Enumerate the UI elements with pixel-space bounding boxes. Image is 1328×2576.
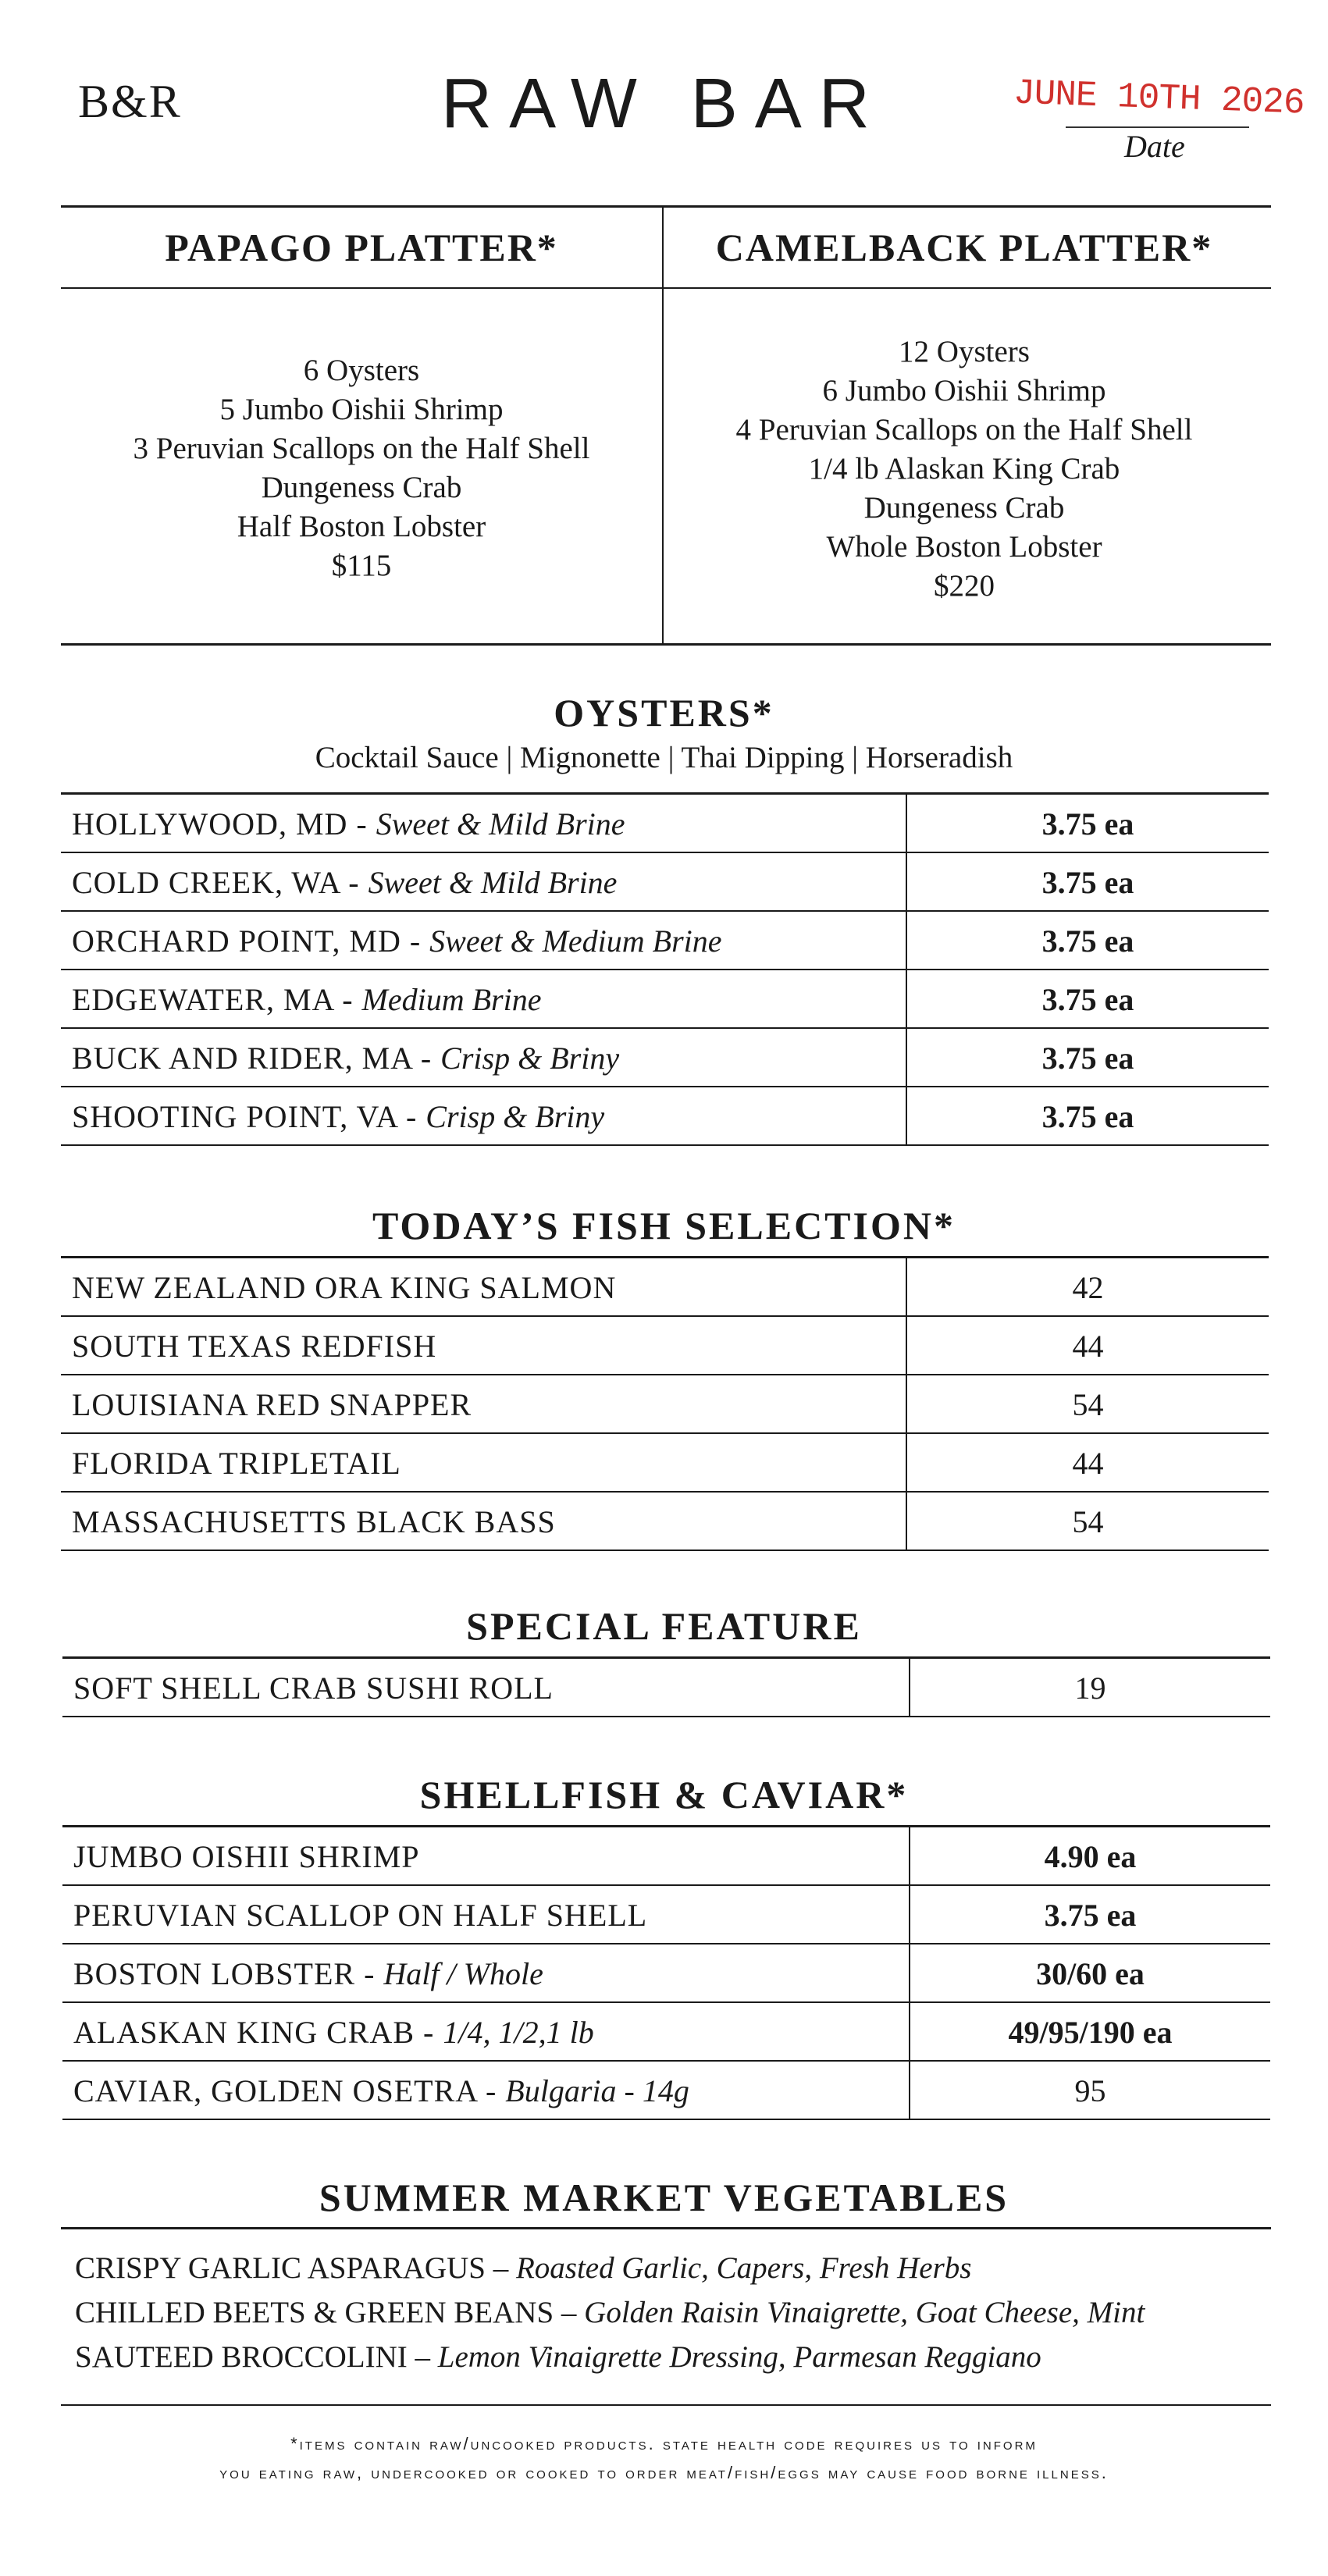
item-price: 30/60 ea <box>1036 1956 1145 1991</box>
oysters-sauces: Cocktail Sauce | Mignonette | Thai Dipping | Horseradish <box>315 741 1013 774</box>
footnote-line-1: *items contain raw/uncooked products. state health code requires us to inform <box>290 2434 1038 2453</box>
table-row <box>62 2003 1270 2062</box>
item-name: COLD CREEK, WA - Sweet & Mild Brine <box>72 865 618 900</box>
item-price: 54 <box>1072 1387 1104 1422</box>
item-price: 95 <box>1074 2073 1106 2108</box>
item-name: JUMBO OISHII SHRIMP <box>73 1839 420 1874</box>
platters-box <box>61 205 1271 646</box>
platter-divider-horizontal <box>61 287 1271 289</box>
platter-title-papago: PAPAGO PLATTER* <box>165 226 558 269</box>
vegetables-title: SUMMER MARKET VEGETABLES <box>319 2176 1009 2219</box>
item-name: CAVIAR, GOLDEN OSETRA - Bulgaria - 14g <box>73 2073 689 2108</box>
brand-logo: B&R <box>78 76 182 127</box>
item-name: ORCHARD POINT, MD - Sweet & Medium Brine <box>72 923 722 959</box>
item-name: SOFT SHELL CRAB SUSHI ROLL <box>73 1670 554 1706</box>
item-name: FLORIDA TRIPLETAIL <box>72 1446 401 1481</box>
platter-item: 3 Peruvian Scallops on the Half Shell <box>133 432 590 465</box>
list-item: SAUTEED BROCCOLINI – Lemon Vinaigrette Dressing, Parmesan Reggiano <box>75 2340 1041 2374</box>
date-stamp: JUNE 10TH 2026 <box>1013 73 1305 124</box>
platter-item: Dungeness Crab <box>261 471 462 504</box>
table-row <box>62 1886 1270 1944</box>
table-row <box>61 795 1269 853</box>
date-label: Date <box>1124 129 1185 164</box>
item-name: HOLLYWOOD, MD - Sweet & Mild Brine <box>72 806 625 841</box>
platter-items-camelback <box>664 333 1265 606</box>
table-row <box>61 1029 1269 1087</box>
platter-item: 5 Jumbo Oishii Shrimp <box>219 393 504 426</box>
platter-item: Half Boston Lobster <box>237 510 486 543</box>
table-row <box>61 970 1269 1029</box>
item-name: BUCK AND RIDER, MA - Crisp & Briny <box>72 1041 620 1076</box>
fish-table <box>61 1256 1269 1551</box>
item-name: EDGEWATER, MA - Medium Brine <box>72 982 542 1017</box>
item-price: 3.75 ea <box>1041 1099 1134 1134</box>
item-price: 42 <box>1072 1270 1104 1305</box>
item-price: 3.75 ea <box>1041 923 1134 959</box>
platter-item: Dungeness Crab <box>863 491 1065 525</box>
shellfish-table <box>62 1825 1270 2120</box>
item-price: 3.75 ea <box>1041 982 1134 1017</box>
vegetables-list <box>75 2246 1145 2379</box>
page-title: RAW BAR <box>441 65 887 143</box>
table-row <box>62 2062 1270 2120</box>
table-row <box>61 1375 1269 1434</box>
item-name: NEW ZEALAND ORA KING SALMON <box>72 1270 617 1305</box>
item-name: MASSACHUSETTS BLACK BASS <box>72 1504 556 1539</box>
item-name: PERUVIAN SCALLOP ON HALF SHELL <box>73 1898 648 1933</box>
table-row <box>61 1493 1269 1551</box>
item-name: BOSTON LOBSTER - Half / Whole <box>73 1956 543 1991</box>
platter-item: Whole Boston Lobster <box>826 530 1102 564</box>
table-row <box>61 1317 1269 1375</box>
table-row <box>61 1087 1269 1146</box>
shellfish-title: SHELLFISH & CAVIAR* <box>419 1773 909 1816</box>
table-row <box>61 1434 1269 1493</box>
table-row <box>62 1659 1270 1717</box>
fish-title: TODAY’S FISH SELECTION* <box>372 1204 956 1247</box>
item-name: ALASKAN KING CRAB - 1/4, 1/2,1 lb <box>73 2015 594 2050</box>
platter-item: 6 Jumbo Oishii Shrimp <box>822 374 1106 407</box>
vegetables-top-rule <box>61 2227 1271 2229</box>
item-name: SOUTH TEXAS REDFISH <box>72 1329 437 1364</box>
item-price: 44 <box>1072 1446 1104 1481</box>
item-price: 54 <box>1072 1504 1104 1539</box>
platter-item: 4 Peruvian Scallops on the Half Shell <box>735 413 1193 447</box>
item-price: 44 <box>1072 1329 1104 1364</box>
item-price: 3.75 ea <box>1041 806 1134 841</box>
footnote-line-2: you eating raw, undercooked or cooked to order meat/fish/eggs may cause food borne illness. <box>219 2463 1109 2482</box>
special-title: SPECIAL FEATURE <box>466 1604 862 1648</box>
item-price: 3.75 ea <box>1041 1041 1134 1076</box>
oysters-table <box>61 792 1269 1146</box>
vegetables-bottom-rule <box>61 2404 1271 2406</box>
platter-item: 6 Oysters <box>303 354 420 387</box>
item-name: SHOOTING POINT, VA - Crisp & Briny <box>72 1099 605 1134</box>
platter-price: $220 <box>934 569 995 603</box>
platter-title-camelback: CAMELBACK PLATTER* <box>715 226 1213 269</box>
platter-item: 12 Oysters <box>899 335 1030 368</box>
item-price: 4.90 ea <box>1044 1839 1137 1874</box>
special-table <box>62 1656 1270 1717</box>
table-row <box>61 1258 1269 1317</box>
table-row <box>62 1827 1270 1886</box>
oysters-title: OYSTERS* <box>554 691 774 735</box>
list-item: CRISPY GARLIC ASPARAGUS – Roasted Garlic, Capers, Fresh Herbs <box>75 2251 972 2285</box>
table-row <box>61 853 1269 912</box>
item-price: 3.75 ea <box>1041 865 1134 900</box>
platter-items-papago <box>61 351 662 585</box>
item-price: 19 <box>1074 1670 1106 1706</box>
table-row <box>61 912 1269 970</box>
list-item: CHILLED BEETS & GREEN BEANS – Golden Raisin Vinaigrette, Goat Cheese, Mint <box>75 2296 1145 2329</box>
item-name: LOUISIANA RED SNAPPER <box>72 1387 472 1422</box>
platter-price: $115 <box>331 549 392 582</box>
item-price: 49/95/190 ea <box>1008 2015 1173 2050</box>
platter-item: 1/4 lb Alaskan King Crab <box>808 452 1120 486</box>
item-price: 3.75 ea <box>1044 1898 1137 1933</box>
table-row <box>62 1944 1270 2003</box>
